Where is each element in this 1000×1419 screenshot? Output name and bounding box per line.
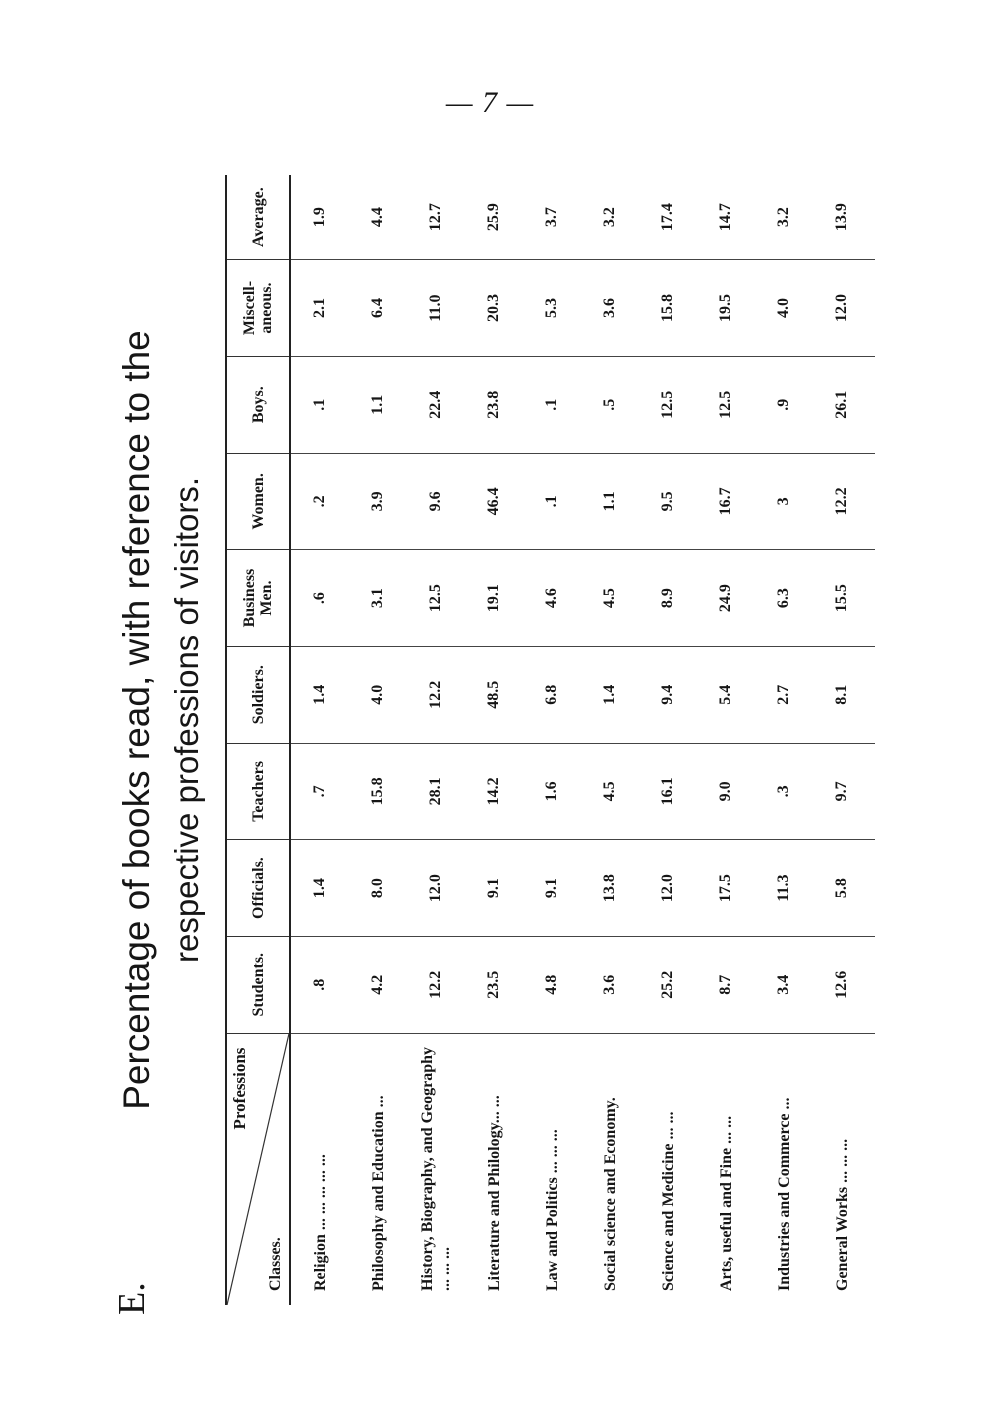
table-row <box>755 175 813 1305</box>
col-header-boys: Boys. <box>226 356 290 453</box>
table-cell: 9.1 <box>523 840 581 937</box>
table-cell: 9.4 <box>639 646 697 743</box>
section-letter: E. <box>111 1282 153 1315</box>
table-cell: .2 <box>290 453 349 550</box>
table-cell: 4.0 <box>755 260 813 357</box>
table-cell: .3 <box>755 743 813 840</box>
rotated-table-block <box>100 155 910 1315</box>
row-class-label: Law and Politics ... ... ... <box>523 1033 581 1305</box>
table-cell: .1 <box>290 356 349 453</box>
col-header-women: Women. <box>226 453 290 550</box>
table-cell: 4.5 <box>581 743 639 840</box>
table-cell: 12.0 <box>407 840 465 937</box>
table-cell: 20.3 <box>465 260 523 357</box>
col-header-soldiers: Soldiers. <box>226 646 290 743</box>
row-class-label: Industries and Commerce ... <box>755 1033 813 1305</box>
table-cell: 23.8 <box>465 356 523 453</box>
table-cell: 12.7 <box>427 203 444 232</box>
table-cell: 8.7 <box>697 936 755 1033</box>
table-cell: 3.6 <box>581 936 639 1033</box>
table-cell: 5.3 <box>523 260 581 357</box>
table-cell: 1.9 <box>311 207 328 228</box>
table-cell: 12.2 <box>407 646 465 743</box>
table-cell: 12.2 <box>407 936 465 1033</box>
table-cell: .9 <box>755 356 813 453</box>
table-cell: 4.4 <box>369 207 386 228</box>
table-cell: 26.1 <box>813 356 875 453</box>
table-cell: 12.5 <box>407 550 465 647</box>
row-class-label: Philosophy and Education ... <box>349 1033 407 1305</box>
table-cell: 12.5 <box>697 356 755 453</box>
table-cell: 23.5 <box>465 936 523 1033</box>
table-cell: 19.5 <box>697 260 755 357</box>
table-cell: 4.6 <box>523 550 581 647</box>
table-cell: 4.5 <box>581 550 639 647</box>
percentage-table <box>225 175 875 1305</box>
table-cell: 11.3 <box>755 840 813 937</box>
table-cell: 3.4 <box>755 936 813 1033</box>
table-cell: .7 <box>290 743 349 840</box>
table-cell: 12.0 <box>639 840 697 937</box>
row-class-label: Literature and Philology... ... <box>465 1033 523 1305</box>
table-cell: 2.1 <box>290 260 349 357</box>
col-header-average: Average. <box>226 175 290 260</box>
table-cell: 25.9 <box>485 203 502 232</box>
col-header-miscellaneous: Miscell-aneous. <box>226 260 290 357</box>
table-cell: 19.1 <box>465 550 523 647</box>
table-cell: .1 <box>523 453 581 550</box>
table-cell: 6.4 <box>349 260 407 357</box>
table-cell: 9.6 <box>407 453 465 550</box>
table-cell: 5.8 <box>813 840 875 937</box>
table-cell: 12.5 <box>639 356 697 453</box>
table-cell: 13.9 <box>833 203 850 232</box>
table-cell: 9.0 <box>697 743 755 840</box>
table-cell: 2.7 <box>755 646 813 743</box>
table-cell: 4.2 <box>349 936 407 1033</box>
table-row <box>407 175 465 1305</box>
title-line-1: Percentage of books read, with reference to the <box>116 330 157 1110</box>
table-cell: 3.1 <box>349 550 407 647</box>
table-cell: 15.5 <box>813 550 875 647</box>
col-header-officials: Officials. <box>226 840 290 937</box>
table-cell: 6.3 <box>755 550 813 647</box>
table-cell: 3.6 <box>581 260 639 357</box>
table-body <box>290 175 875 1305</box>
table-cell: 14.2 <box>465 743 523 840</box>
table-cell: 46.4 <box>465 453 523 550</box>
table-cell: 24.9 <box>697 550 755 647</box>
col-header-teachers: Teachers <box>226 743 290 840</box>
table-row <box>813 175 875 1305</box>
table-cell: 4.8 <box>523 936 581 1033</box>
row-class-label: Arts, useful and Fine ... ... <box>697 1033 755 1305</box>
table-cell: 1.4 <box>581 646 639 743</box>
header-row <box>226 175 290 1305</box>
table-cell: 8.0 <box>349 840 407 937</box>
table-cell: 1.4 <box>290 840 349 937</box>
page-number: — 7 — <box>445 86 535 119</box>
corner-header <box>226 1033 290 1305</box>
table-cell: 9.1 <box>465 840 523 937</box>
table-row <box>349 175 407 1305</box>
table-cell: 9.7 <box>813 743 875 840</box>
table-cell: 1.1 <box>581 453 639 550</box>
table-cell: 1.6 <box>523 743 581 840</box>
table-row <box>523 175 581 1305</box>
table-cell: 12.6 <box>813 936 875 1033</box>
table-cell: 12.0 <box>813 260 875 357</box>
table-cell: .1 <box>523 356 581 453</box>
table-cell: 4.0 <box>349 646 407 743</box>
table-cell: 3.2 <box>775 207 792 228</box>
corner-classes-label: Classes. <box>267 1237 284 1291</box>
table-cell: 8.9 <box>639 550 697 647</box>
table-title <box>112 295 212 1145</box>
table-row <box>697 175 755 1305</box>
col-header-students: Students. <box>226 936 290 1033</box>
row-class-label: Social science and Economy. <box>581 1033 639 1305</box>
row-class-label: History, Biography, and Geography ... ... ... <box>407 1033 465 1305</box>
table-cell: 3.2 <box>601 207 618 228</box>
table-cell: 17.4 <box>659 203 676 232</box>
table-cell: 11.0 <box>407 260 465 357</box>
table-cell: 17.5 <box>697 840 755 937</box>
title-line-2: respective professions of visitors. <box>168 476 205 964</box>
table-row <box>581 175 639 1305</box>
table-cell: 16.1 <box>639 743 697 840</box>
table-cell: 22.4 <box>407 356 465 453</box>
table-cell: 48.5 <box>465 646 523 743</box>
table-row <box>290 175 349 1305</box>
table-cell: 3.7 <box>543 207 560 228</box>
row-class-label: Science and Medicine ... ... <box>639 1033 697 1305</box>
table-cell: 12.2 <box>813 453 875 550</box>
table-cell: .5 <box>581 356 639 453</box>
table-cell: 1.4 <box>290 646 349 743</box>
col-header-business-men: Business Men. <box>226 550 290 647</box>
row-class-label: Religion ... ... ... ... ... <box>290 1033 349 1305</box>
table-cell: 5.4 <box>697 646 755 743</box>
table-cell: .8 <box>290 936 349 1033</box>
row-class-label: General Works ... ... ... <box>813 1033 875 1305</box>
table-cell: 16.7 <box>697 453 755 550</box>
table-cell: 15.8 <box>349 743 407 840</box>
table-cell: 28.1 <box>407 743 465 840</box>
table-cell: 9.5 <box>639 453 697 550</box>
table-cell: .6 <box>290 550 349 647</box>
table-cell: 3.9 <box>349 453 407 550</box>
table-cell: 14.7 <box>717 203 734 232</box>
table-row <box>465 175 523 1305</box>
table-cell: 3 <box>755 453 813 550</box>
table-cell: 8.1 <box>813 646 875 743</box>
table-row <box>639 175 697 1305</box>
table-cell: 13.8 <box>581 840 639 937</box>
table-cell: 6.8 <box>523 646 581 743</box>
corner-professions-label: Professions <box>230 1047 249 1130</box>
table-cell: 15.8 <box>639 260 697 357</box>
table-cell: 1.1 <box>349 356 407 453</box>
table-cell: 25.2 <box>639 936 697 1033</box>
